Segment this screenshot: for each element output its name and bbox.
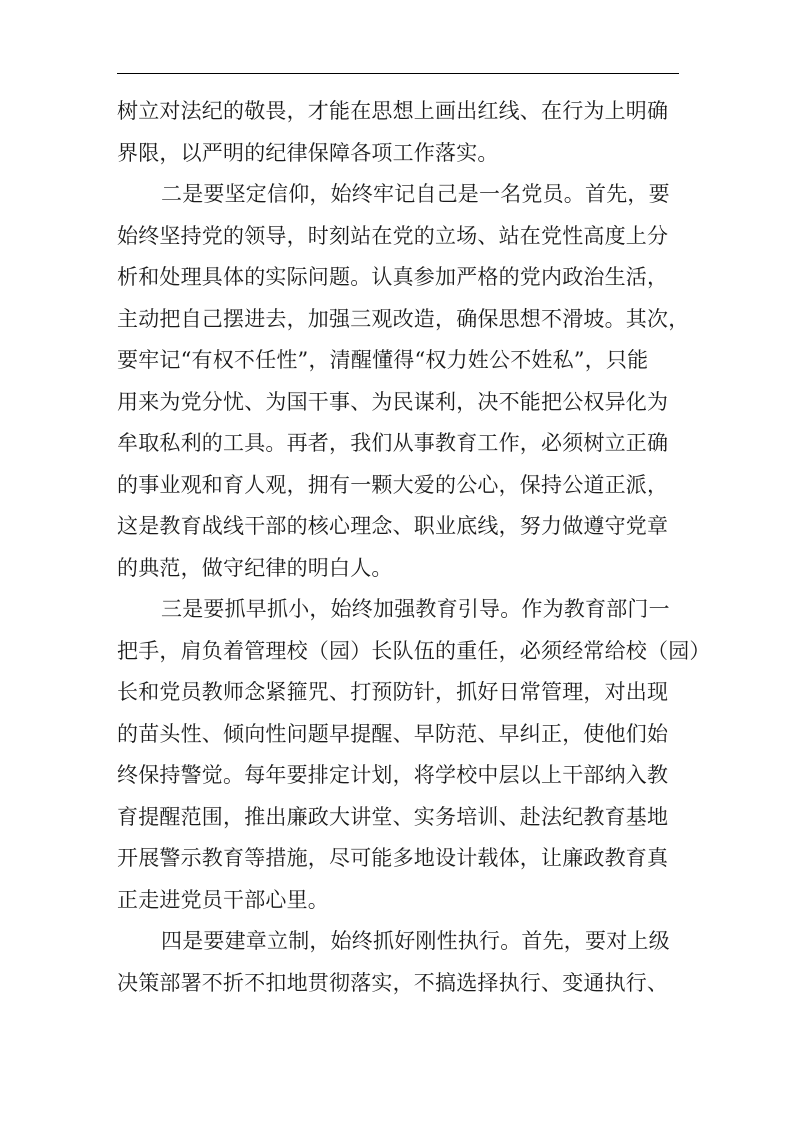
- text-line: 要牢记“有权不任性”，清醒懂得“权力姓公不姓私”，只能: [117, 348, 649, 372]
- text-line: 终保持警觉。每年要排定计划，将学校中层以上干部纳入教: [117, 763, 669, 787]
- text-line: 决策部署不折不扣地贯彻落实，不搞选择执行、变通执行、: [117, 970, 669, 995]
- paragraph-first-line: 四是要建章立制，始终抓好刚性执行。首先，要对上级: [161, 929, 670, 953]
- text-line: 的典范，做守纪律的明白人。: [117, 555, 393, 580]
- document-body: [117, 91, 711, 1004]
- text-line: 长和党员教师念紧箍咒、打预防针，抓好日常管理，对出现: [117, 680, 669, 704]
- text-line: 牟取私利的工具。再者，我们从事教育工作，必须树立正确: [117, 431, 669, 455]
- header-rule: [117, 73, 679, 74]
- paragraph-first-line: 三是要抓早抓小，始终加强教育引导。作为教育部门一: [161, 597, 670, 621]
- text-line: 始终坚持党的领导，时刻站在党的立场、站在党性高度上分: [117, 223, 669, 248]
- text-line: 把手，肩负着管理校（园）长队伍的重任，必须经常给校（园）: [117, 638, 711, 663]
- text-line: 育提醒范围，推出廉政大讲堂、实务培训、赴法纪教育基地: [117, 804, 669, 829]
- text-line: 正走进党员干部心里。: [117, 887, 329, 912]
- text-line: 用来为党分忧、为国干事、为民谋利，决不能把公权异化为: [117, 389, 669, 414]
- text-line: 开展警示教育等措施，尽可能多地设计载体，让廉政教育真: [117, 846, 669, 870]
- text-line: 树立对法纪的敬畏，才能在思想上画出红线、在行为上明确: [117, 99, 669, 123]
- text-line: 界限，以严明的纪律保障各项工作落实。: [117, 140, 499, 165]
- text-line: 主动把自己摆进去，加强三观改造，确保思想不滑坡。其次，: [117, 306, 690, 331]
- text-line: 的苗头性、倾向性问题早提醒、早防范、早纠正，使他们始: [117, 721, 669, 746]
- text-line: 析和处理具体的实际问题。认真参加严格的党内政治生活，: [117, 265, 669, 289]
- text-line: 的事业观和育人观，拥有一颗大爱的公心，保持公道正派，: [117, 472, 669, 497]
- text-line: 这是教育战线干部的核心理念、职业底线，努力做遵守党章: [117, 514, 669, 538]
- paragraph-first-line: 二是要坚定信仰，始终牢记自己是一名党员。首先，要: [161, 182, 670, 206]
